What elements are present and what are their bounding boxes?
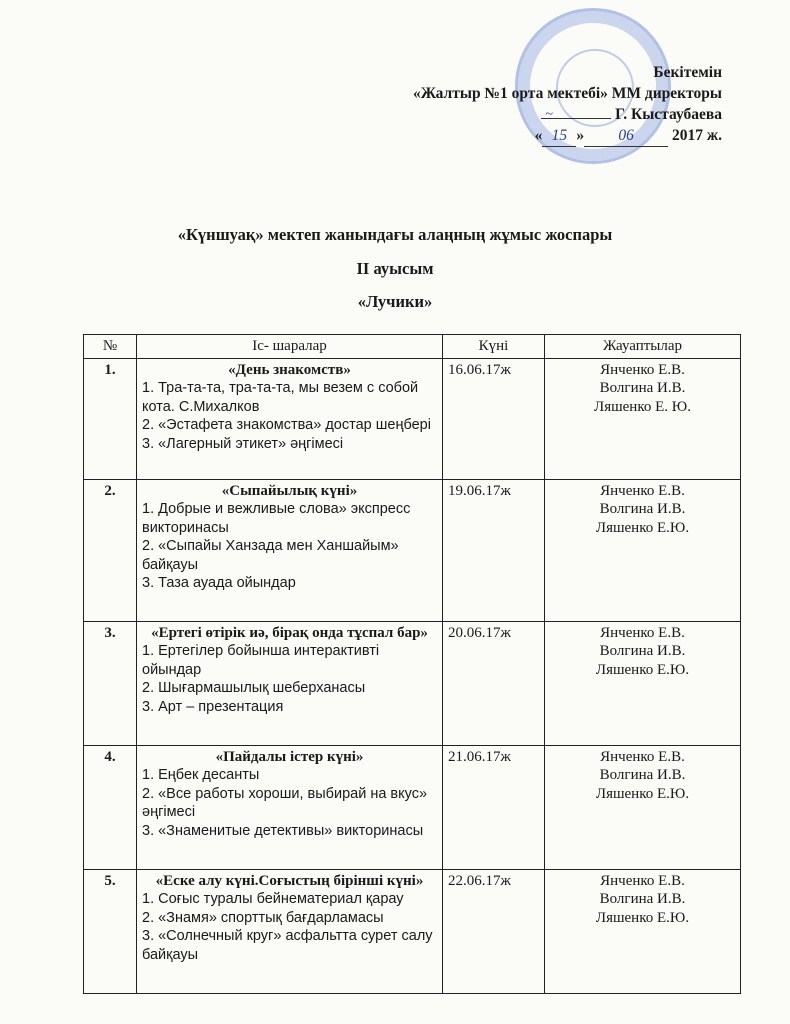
row-number: 3. [84,621,137,745]
column-header-number: № [84,335,137,359]
event-title: «Еске алу күні.Соғыстың бірінші күні» [155,872,424,889]
activity-cell [137,479,443,621]
activity-item: 3. «Знаменитые детективы» викторинасы [142,822,424,839]
responsible-person: Волгина И.В. [599,891,686,907]
activity-cell [137,745,443,869]
activity-item: 2. «Сыпайы Ханзада мен Ханшайым» байқауы [142,538,399,573]
responsible-cell [545,358,741,479]
responsible-person: Волгина И.В. [599,767,686,783]
approval-director [413,104,722,125]
row-number: 4. [84,745,137,869]
date-year: 2017 ж. [672,127,722,144]
approval-block [413,62,722,147]
activity-item: 3. «Солнечный круг» асфальтта сурет салу байқауы [142,928,433,963]
row-number: 5. [84,869,137,993]
event-date: 19.06.17ж [443,479,545,621]
activity-item: 1. Еңбек десанты [142,767,260,783]
responsible-cell [545,869,741,993]
director-name: Г. Кыстаубаева [615,106,722,123]
event-title: «День знакомств» [228,361,351,378]
signature-line [541,107,611,122]
responsible-person: Янченко Е.В. [600,624,685,641]
responsible-person: Ляшенко Е.Ю. [595,519,690,536]
activity-item: 2. «Все работы хороши, выбирай на вкус» әңгімесі [142,785,428,820]
approval-date [535,125,722,147]
plan-table [83,334,741,994]
table-row [84,869,741,993]
approval-heading: Бекітемін [653,64,722,81]
responsible-person: Волгина И.В. [599,380,686,396]
column-header-activities: Іс- шаралар [137,335,443,359]
event-date: 16.06.17ж [443,358,545,479]
signature: ~ [545,107,553,122]
responsible-person: Волгина И.В. [599,643,686,659]
column-header-date: Күні [443,335,545,359]
responsible-cell [545,621,741,745]
date-month: 06 [584,125,668,147]
table-row [84,479,741,621]
event-title: «Сыпайылық күні» [221,482,358,499]
activity-item: 1. Тра-та-та, тра-та-та, мы везем с собой кота. С.Михалков [142,380,419,415]
row-number: 1. [84,358,137,479]
event-date: 21.06.17ж [443,745,545,869]
activity-item: 1. Добрые и вежливые слова» экспресс викторинасы [142,501,411,536]
table-row [84,358,741,479]
approval-org: «Жалтыр №1 орта мектебі» ММ директоры [412,85,722,102]
responsible-person: Янченко Е.В. [600,482,685,499]
date-open-quote: « [534,127,543,144]
table-header-row [84,335,741,359]
group-name: «Лучики» [357,292,433,311]
activity-cell [137,621,443,745]
date-day: 15 [542,125,576,147]
table-row [84,745,741,869]
event-title: «Пайдалы істер күні» [215,748,364,765]
activity-cell [137,358,443,479]
event-date: 20.06.17ж [443,621,545,745]
activity-item: 2. Шығармашылық шеберханасы [142,680,366,696]
activity-item: 1. Ертегілер бойынша интерактивті ойындар [142,643,380,678]
responsible-person: Ляшенко Е. Ю. [594,398,691,415]
event-title: «Ертегі өтірік иә, бірақ онда тұспал бар» [151,624,428,641]
responsible-person: Волгина И.В. [599,501,686,517]
responsible-cell [545,479,741,621]
activity-item: 2. «Эстафета знакомства» достар шеңбері [142,417,431,433]
responsible-person: Ляшенко Е.Ю. [595,909,690,926]
responsible-person: Янченко Е.В. [600,748,685,765]
activity-item: 3. «Лагерный этикет» әңгімесі [142,435,344,452]
event-date: 22.06.17ж [443,869,545,993]
responsible-person: Ляшенко Е.Ю. [595,661,690,678]
responsible-person: Ляшенко Е.Ю. [595,785,690,802]
responsible-person: Янченко Е.В. [600,872,685,889]
activity-item: 2. «Знамя» спорттық бағдарламасы [142,909,384,926]
table-row [84,621,741,745]
shift-label: ІІ ауысым [356,259,434,278]
activity-item: 3. Таза ауада ойындар [142,575,296,591]
activity-item: 3. Арт – презентация [142,698,284,715]
document-title: «Күншуақ» мектеп жанындағы алаңның жұмыс жоспары [177,225,613,244]
row-number: 2. [84,479,137,621]
activity-cell [137,869,443,993]
activity-item: 1. Соғыс туралы бейнематериал қарау [142,891,404,907]
responsible-person: Янченко Е.В. [600,361,685,378]
column-header-responsible: Жауаптылар [545,335,741,359]
date-close-quote: » [576,127,585,144]
responsible-cell [545,745,741,869]
